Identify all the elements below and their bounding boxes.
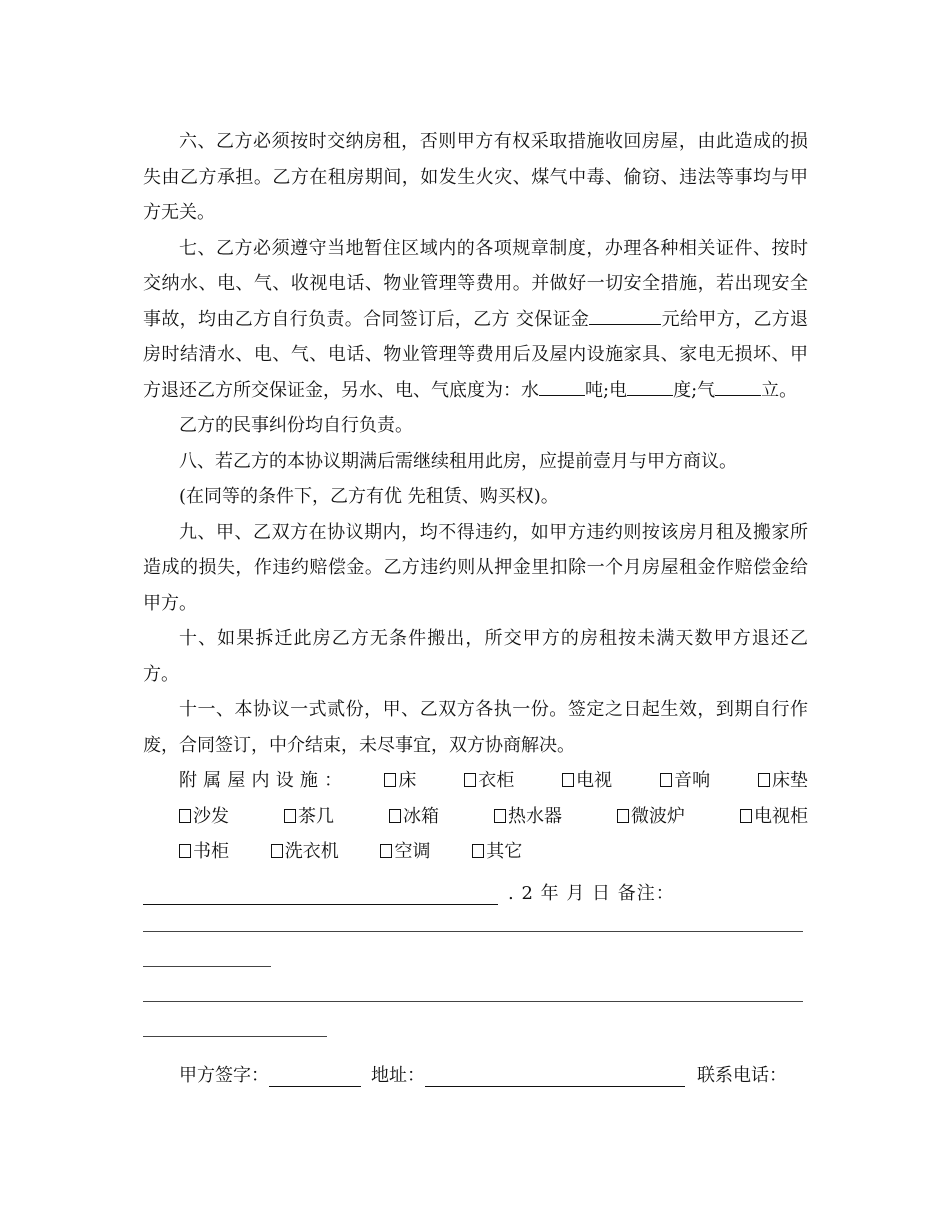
checkbox-icon [758, 773, 770, 787]
facility-label: 其它 [486, 841, 523, 862]
deposit-blank [589, 306, 661, 325]
clause-9 [143, 515, 808, 622]
clause-9-text: 九、甲、乙双方在协议期内，均不得违约，如甲方违约则按该房月租及搬家所造成的损失，作违约赔偿金。乙方违约则从押金里扣除一个月房屋租金作赔偿金给甲方。 [143, 521, 808, 614]
checkbox-icon [389, 809, 401, 823]
civil-disputes-text: 乙方的民事纠份均自行负责。 [179, 415, 413, 436]
checkbox-icon [271, 844, 283, 858]
contract-page [143, 124, 808, 1087]
checkbox-icon [464, 773, 476, 787]
checkbox-icon [472, 844, 484, 858]
clause-8 [143, 444, 808, 480]
clause-11-text: 十一、本协议一式贰份，甲、乙双方各执一份。签定之日起生效，到期自行作废，合同签订，中介结束，未尽事宜，双方协商解决。 [143, 699, 808, 756]
facility-sofa [143, 799, 229, 835]
facility-mattress [722, 763, 808, 799]
checkbox-icon [617, 809, 629, 823]
facility-label: 音响 [674, 770, 711, 791]
phone-label: 联系电话： [697, 1064, 787, 1086]
facility-washer [235, 834, 339, 870]
facility-label: 空调 [394, 841, 431, 862]
date-blank [143, 886, 498, 905]
facility-label: 书柜 [193, 841, 229, 862]
facility-other [436, 834, 522, 870]
checkbox-icon [494, 809, 506, 823]
remarks-line-4 [143, 1036, 327, 1037]
party-a-signature-label: 甲方签字： [179, 1064, 269, 1086]
facility-label: 冰箱 [403, 805, 439, 827]
facility-wardrobe [428, 763, 514, 799]
date-remarks-row [143, 870, 808, 906]
civil-disputes [143, 408, 808, 444]
facility-label: 衣柜 [478, 770, 515, 791]
checkbox-icon [384, 773, 396, 787]
address-label: 地址： [371, 1064, 425, 1086]
spacer [143, 967, 808, 1001]
address-blank [425, 1068, 685, 1087]
facility-microwave [581, 799, 685, 835]
facilities-label: 附属屋内设施： [179, 770, 349, 791]
facility-tea-table [248, 799, 334, 835]
spacer [143, 932, 808, 966]
clause-10-text: 十、如果拆迁此房乙方无条件搬出，所交甲方的房租按未满天数甲方退还乙方。 [143, 628, 808, 685]
clause-7-text-e: 立。 [761, 379, 798, 401]
gas-reading-blank [715, 377, 761, 396]
facility-water-heater [458, 799, 562, 835]
facility-label: 电视 [576, 770, 613, 791]
facility-label: 电视柜 [754, 805, 808, 827]
checkbox-icon [179, 809, 191, 823]
checkbox-icon [562, 773, 574, 787]
clause-7-text-a: 七、乙方必须遵守当地暂住区域内的各项规章制度，办理各种相关证件、按时交纳水、电、气、收视电话、物业管理等费用。并做好一切安全措施，若出现安全事故，均由乙方自行负责。合同签订后，乙方 交保证金 [143, 237, 808, 330]
party-a-signature-blank [269, 1068, 361, 1087]
facilities [143, 763, 808, 870]
clause-6-text: 六、乙方必须按时交纳房租，否则甲方有权采取措施收回房屋，由此造成的损失由乙方承担。乙方在租房期间，如发生火灾、煤气中毒、偷窃、违法等事均与甲方无关。 [143, 131, 808, 223]
clause-6 [143, 124, 808, 231]
facility-label: 床垫 [772, 770, 808, 791]
checkbox-icon [660, 773, 672, 787]
clause-8-note [143, 479, 808, 515]
clause-11 [143, 692, 808, 763]
clause-7-text-b: 元给甲方，乙方退房时结清水、电、气、电话、物业管理等费用后及屋内设施家具、家电无损坏、甲方退还乙方所交保证金，另水、电、气底度为：水 [143, 308, 808, 401]
facility-ac [344, 834, 430, 870]
facility-bookcase [143, 834, 229, 870]
checkbox-icon [740, 809, 752, 823]
facility-tv-cabinet [704, 799, 808, 835]
facility-label: 微波炉 [631, 805, 685, 827]
signature-row [143, 1051, 808, 1087]
facility-label: 沙发 [193, 805, 229, 827]
spacer [143, 905, 808, 931]
clause-7 [143, 231, 808, 409]
facility-label: 洗衣机 [284, 841, 339, 862]
facility-bed [348, 763, 416, 799]
facility-label: 床 [398, 770, 417, 791]
water-reading-blank [539, 377, 585, 396]
date-remarks-label: . 2 年 月 日 备注： [508, 883, 675, 904]
clause-8-text: 八、若乙方的本协议期满后需继续租用此房，应提前壹月与甲方商议。 [179, 450, 737, 472]
checkbox-icon [284, 809, 296, 823]
electricity-reading-blank [627, 377, 673, 396]
checkbox-icon [179, 844, 191, 858]
spacer [143, 1002, 808, 1036]
facility-label: 热水器 [508, 805, 562, 827]
clause-7-text-c: 吨;电 [585, 379, 628, 401]
facility-label: 茶几 [298, 805, 334, 827]
clause-7-text-d: 度;气 [673, 379, 716, 401]
facility-tv [526, 763, 612, 799]
clause-10 [143, 621, 808, 692]
clause-8-note-text: (在同等的条件下，乙方有优 先租赁、购买权)。 [179, 486, 559, 507]
facility-stereo [624, 763, 710, 799]
facility-fridge [353, 799, 439, 835]
checkbox-icon [380, 844, 392, 858]
